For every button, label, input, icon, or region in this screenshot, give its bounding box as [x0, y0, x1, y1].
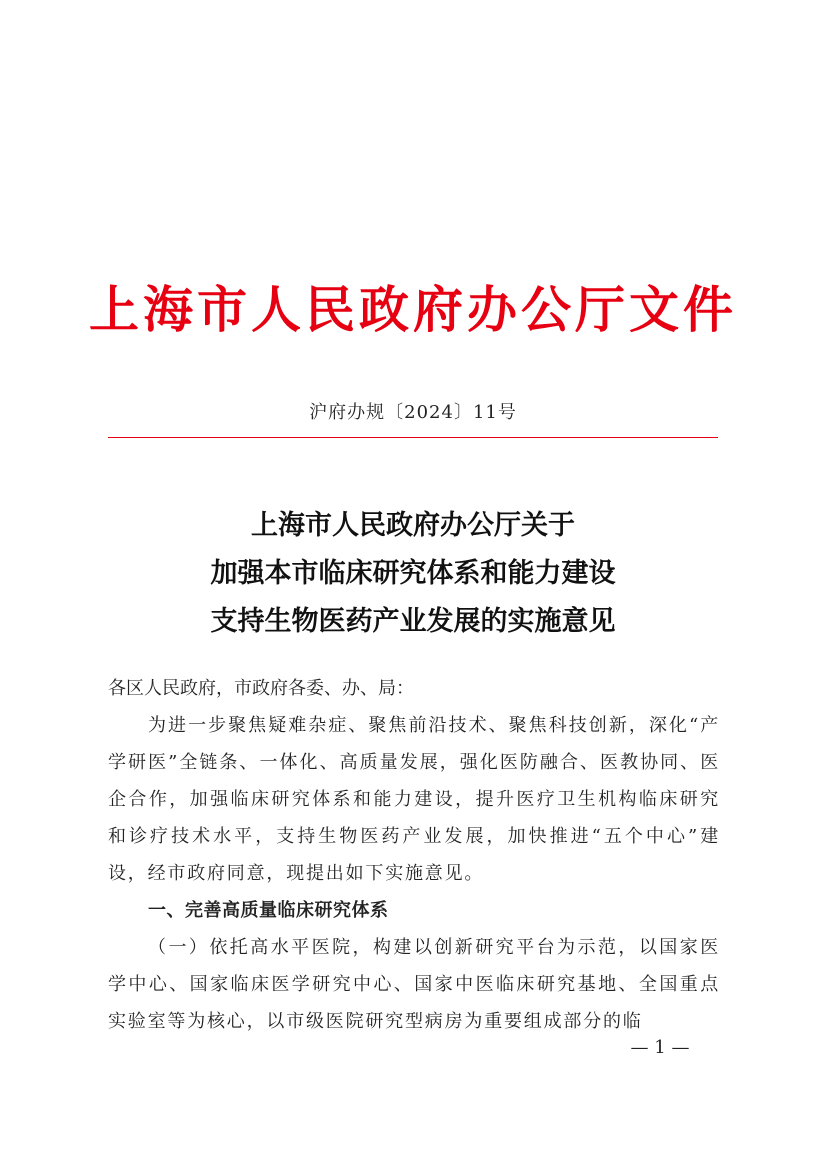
- masthead-title: 上海市人民政府办公厅文件: [89, 280, 737, 339]
- red-divider-line: [108, 437, 718, 438]
- addressee-line: 各区人民政府，市政府各委、办、局：: [108, 678, 414, 699]
- title-line-2: 加强本市临床研究体系和能力建设: [210, 558, 616, 589]
- document-number: 沪府办规〔2024〕11号: [309, 402, 517, 423]
- section-1-paragraph-1: （一）依托高水平医院，构建以创新研究平台为示范，以国家医学中心、国家临床医学研究中心、国家中医临床研究基地、全国重点实验室等为核心，以市级医院研究型病房为重要组成部分的临: [108, 937, 720, 1032]
- section-heading-1: 一、完善高质量临床研究体系: [148, 900, 389, 921]
- document-body: [108, 670, 720, 1040]
- page-number: — 1 —: [630, 1037, 690, 1058]
- intro-paragraph: 为进一步聚焦疑难杂症、聚焦前沿技术、聚焦科技创新，深化“产学研医”全链条、一体化、高质量发展，强化医防融合、医教协同、医企合作，加强临床研究体系和能力建设，提升医疗卫生机构临床研究和诊疗技术水平，支持生物医药产业发展，加快推进“五个中心”建设，经市政府同意，现提出如下实施意见。: [108, 715, 720, 884]
- title-line-3: 支持生物医药产业发展的实施意见: [210, 606, 616, 637]
- document-title: [0, 502, 826, 646]
- title-line-1: 上海市人民政府办公厅关于: [251, 510, 575, 541]
